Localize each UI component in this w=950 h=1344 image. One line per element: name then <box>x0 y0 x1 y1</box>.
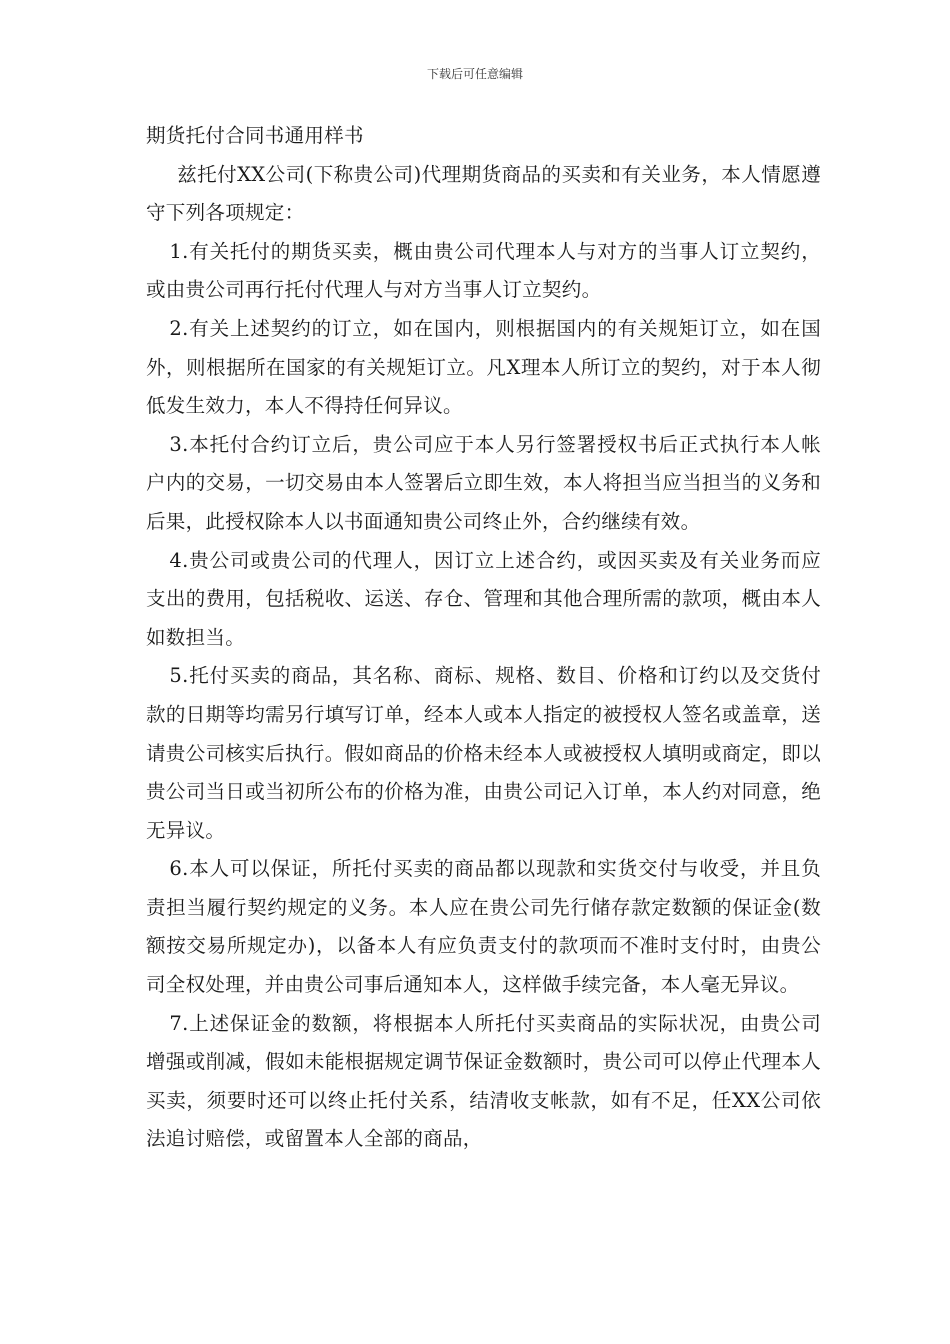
intro-paragraph: 兹托付XX公司(下称贵公司)代理期货商品的买卖和有关业务，本人情愿遵守下列各项规定： <box>146 162 821 225</box>
document-body <box>146 117 821 1159</box>
clause-2: 2.有关上述契约的订立，如在国内，则根据国内的有关规矩订立，如在国外，则根据所在国家的有关规矩订立。凡X理本人所订立的契约，对于本人彻低发生效力，本人不得持任何异议。 <box>146 316 821 418</box>
page-header-note: 下载后可任意编辑 <box>426 67 523 81</box>
clause-5: 5.托付买卖的商品，其名称、商标、规格、数目、价格和订约以及交货付款的日期等均需另行填写订单，经本人或本人指定的被授权人签名或盖章，送请贵公司核实后执行。假如商品的价格未经本人或被授权人填明或商定，即以贵公司当日或当初所公布的价格为准，由贵公司记入订单，本人约对同意，绝无异议。 <box>146 664 821 842</box>
clause-7: 7.上述保证金的数额，将根据本人所托付买卖商品的实际状况，由贵公司增强或削减，假如未能根据规定调节保证金数额时，贵公司可以停止代理本人买卖，须要时还可以终止托付关系，结清收支帐款，如有不足，任XX公司依法追讨赔偿，或留置本人全部的商品， <box>146 1011 821 1151</box>
clause-1: 1.有关托付的期货买卖，概由贵公司代理本人与对方的当事人订立契约，或由贵公司再行托付代理人与对方当事人订立契约。 <box>146 239 821 302</box>
document-title: 期货托付合同书通用样书 <box>146 124 364 147</box>
clause-4: 4.贵公司或贵公司的代理人，因订立上述合约，或因买卖及有关业务而应支出的费用，包括税收、运送、存仓、管理和其他合理所需的款项，概由本人如数担当。 <box>146 548 821 649</box>
clause-3: 3.本托付合约订立后，贵公司应于本人另行签署授权书后正式执行本人帐户内的交易，一切交易由本人签署后立即生效，本人将担当应当担当的义务和后果，此授权除本人以书面通知贵公司终止外，合约继续有效。 <box>146 432 821 533</box>
clause-6: 6.本人可以保证，所托付买卖的商品都以现款和实货交付与收受，并且负责担当履行契约规定的义务。本人应在贵公司先行储存款定数额的保证金(数额按交易所规定办)，以备本人有应负责支付的款项而不准时支付时，由贵公司全权处理，并由贵公司事后通知本人，这样做手续完备，本人毫无异议。 <box>146 857 821 997</box>
